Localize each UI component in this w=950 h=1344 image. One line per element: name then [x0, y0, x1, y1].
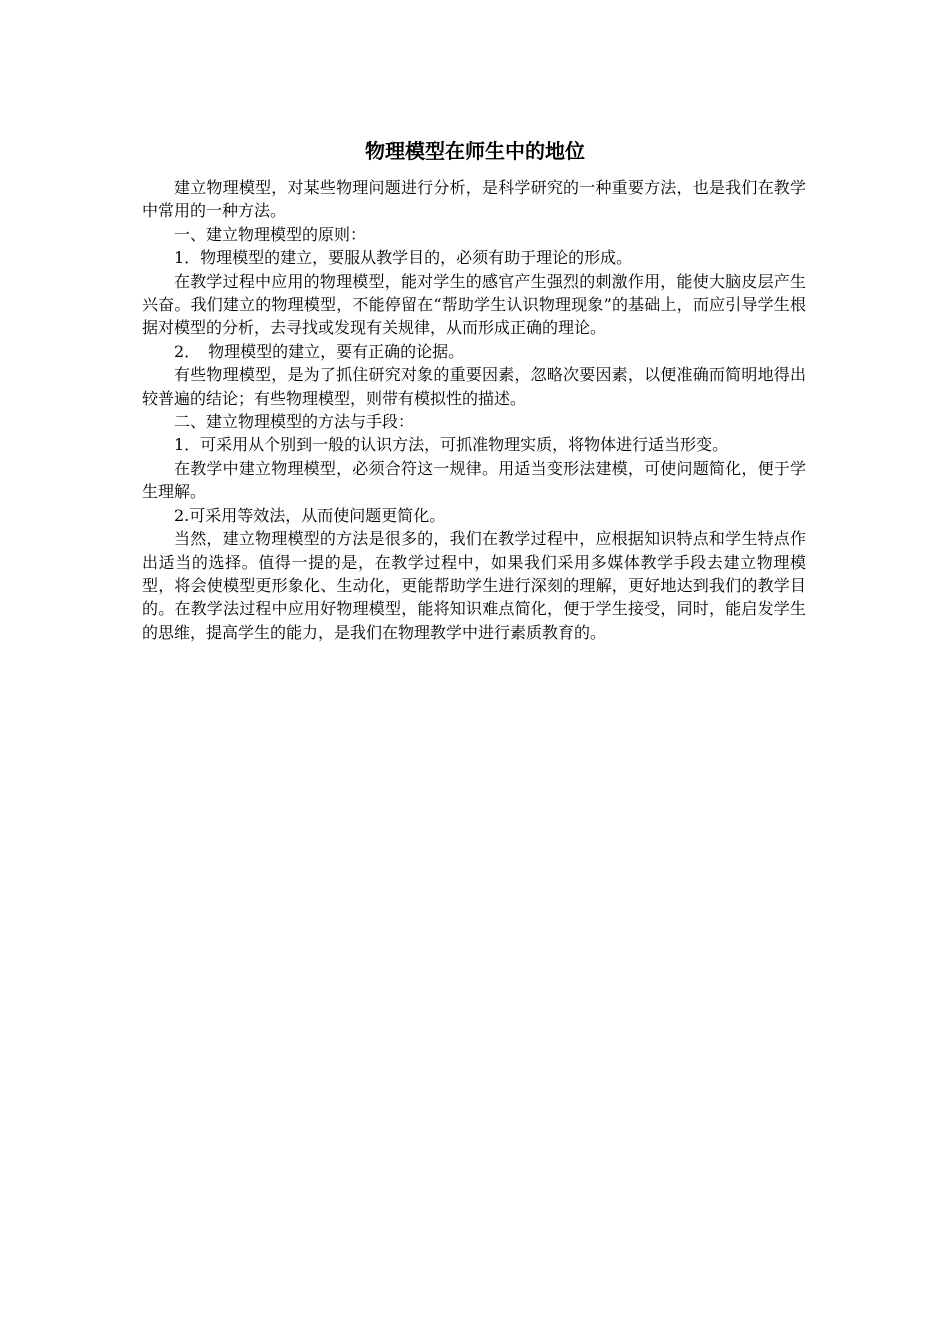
method-item-2: 2.可采用等效法，从而使问题更简化。	[174, 505, 446, 525]
paragraph-conclusion: 当然，建立物理模型的方法是很多的，我们在教学过程中，应根据知识特点和学生特点作出适当的选择。值得一提的是，在教学过程中，如果我们采用多媒体教学手段去建立物理模型，将会使模型更形象化、生动化，更能帮助学生进行深刻的理解，更好地达到我们的教学目的。在教学法过程中应用好物理模型，能将知识难点简化，便于学生接受，同时，能启发学生的思维，提高学生的能力，是我们在物理教学中进行素质教育的。	[142, 529, 806, 642]
principle-item-1: 1．物理模型的建立，要服从教学目的，必须有助于理论的形成。	[174, 248, 633, 268]
paragraph-principle-1-detail: 在教学过程中应用的物理模型，能对学生的感官产生强烈的刺激作用，能使大脑皮层产生兴奋。我们建立的物理模型，不能停留在“帮助学生认识物理现象”的基础上，而应引导学生根据对模型的分析，去寻找或发现有关规律，从而形成正确的理论。	[142, 271, 806, 338]
document-title: 物理模型在师生中的地位	[365, 139, 585, 163]
paragraph-intro: 建立物理模型，对某些物理问题进行分析，是科学研究的一种重要方法，也是我们在教学中常用的一种方法。	[142, 178, 806, 221]
section-heading-principles: 一、建立物理模型的原则：	[174, 224, 367, 244]
principle-item-2: 2． 物理模型的建立，要有正确的论据。	[174, 341, 465, 361]
section-heading-methods: 二、建立物理模型的方法与手段：	[174, 412, 415, 432]
document-body	[142, 176, 806, 644]
paragraph-method-1-detail: 在教学中建立物理模型，必须合符这一规律。用适当变形法建模，可使问题简化，便于学生理解。	[142, 458, 806, 502]
paragraph-principle-2-detail: 有些物理模型，是为了抓住研究对象的重要因素，忽略次要因素，以便准确而简明地得出较普遍的结论；有些物理模型，则带有模拟性的描述。	[142, 365, 806, 408]
method-item-1: 1．可采用从个别到一般的认识方法，可抓准物理实质，将物体进行适当形变。	[174, 435, 729, 455]
